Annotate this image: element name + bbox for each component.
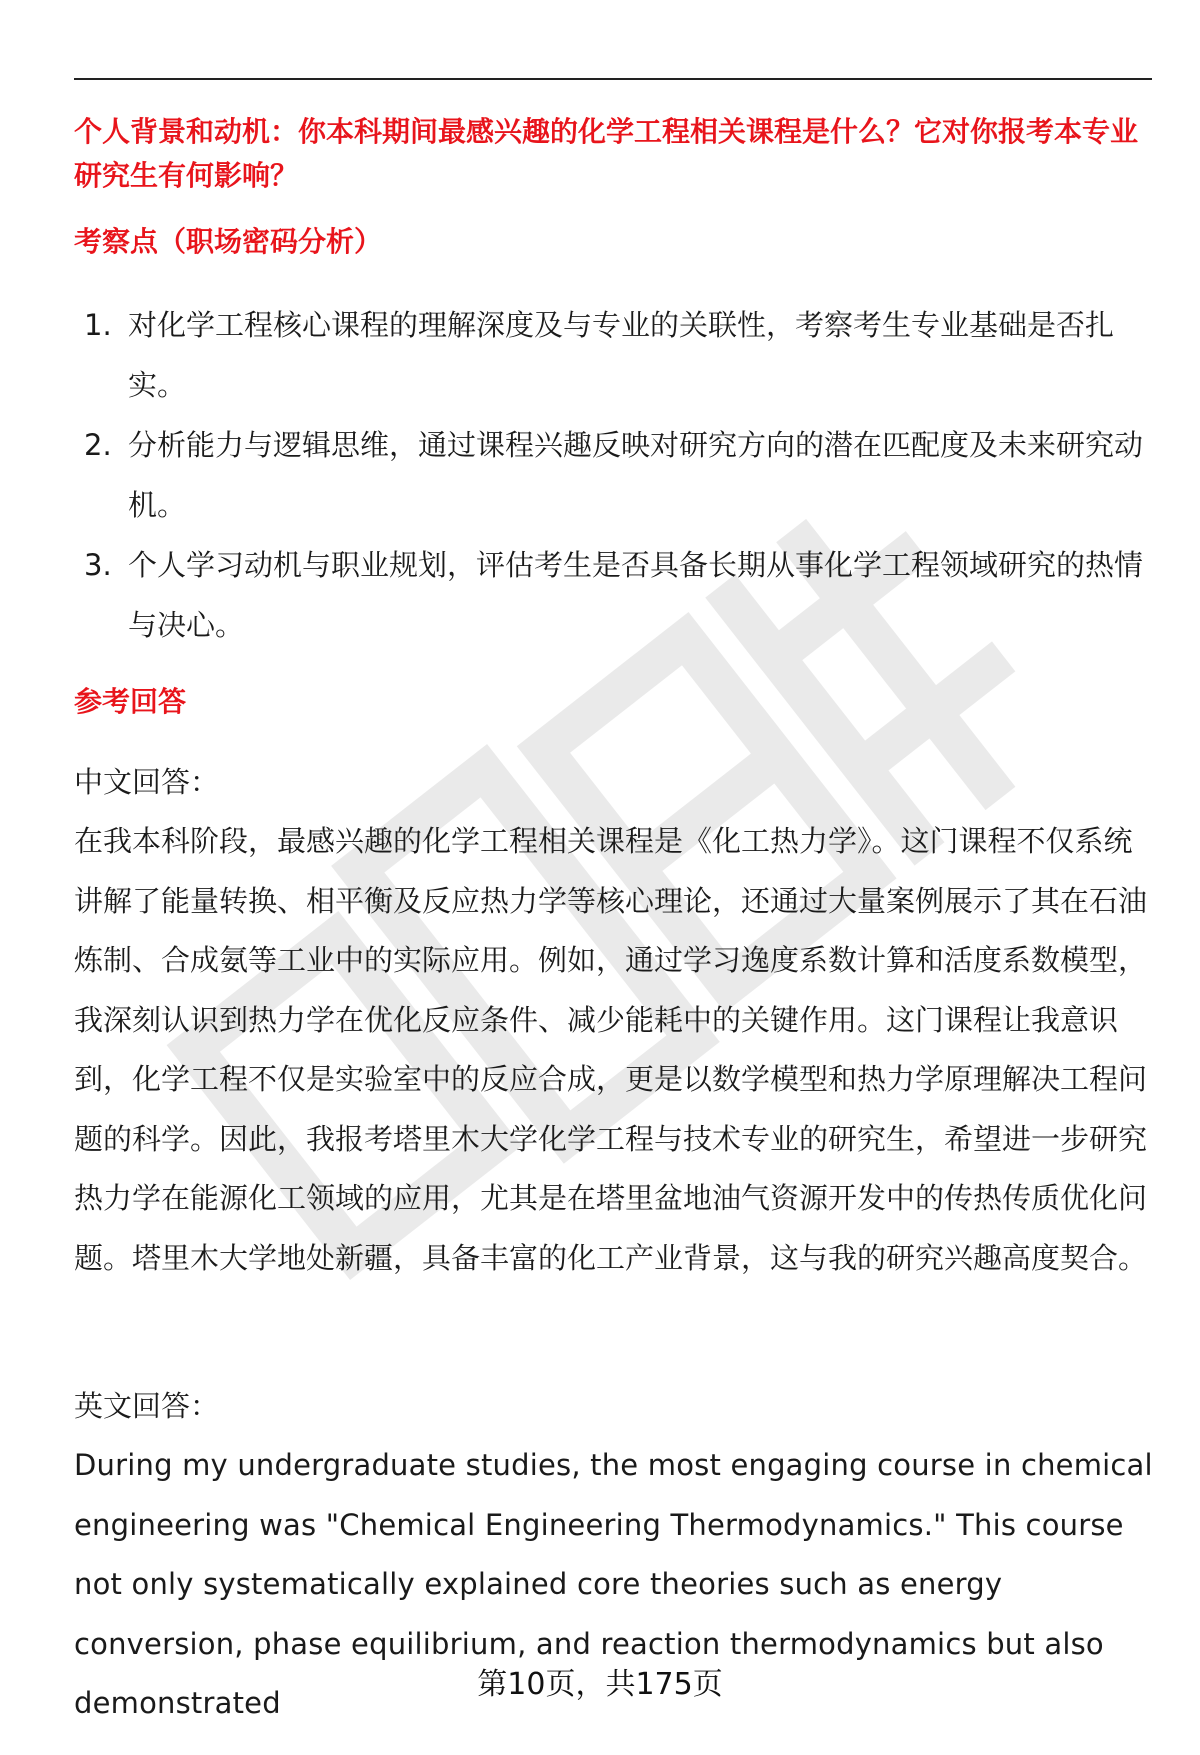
- list-item: [74, 415, 1154, 535]
- list-item-text: 分析能力与逻辑思维，通过课程兴趣反映对研究方向的潜在匹配度及未来研究动机。: [128, 428, 1144, 522]
- list-item-text: 个人学习动机与职业规划，评估考生是否具备长期从事化学工程领域研究的热情与决心。: [128, 548, 1144, 642]
- top-rule: [74, 78, 1152, 80]
- list-item-number: 1.: [84, 308, 112, 342]
- list-item-text: 对化学工程核心课程的理解深度及与专业的关联性，考察考生专业基础是否扎实。: [128, 308, 1115, 402]
- reference-answer-heading: 参考回答: [74, 685, 187, 718]
- list-item: [74, 535, 1154, 655]
- list-item-number: 2.: [84, 428, 112, 462]
- key-points-list: [74, 295, 1154, 655]
- list-item-number: 3.: [84, 548, 112, 582]
- chinese-answer-text: 在我本科阶段，最感兴趣的化学工程相关课程是《化工热力学》。这门课程不仅系统讲解了能量转换、相平衡及反应热力学等核心理论，还通过大量案例展示了其在石油炼制、合成氨等工业中的实际应用。例如，通过学习逸度系数计算和活度系数模型，我深刻认识到热力学在优化反应条件、减少能耗中的关键作用。这门课程让我意识到，化学工程不仅是实验室中的反应合成，更是以数学模型和热力学原理解决工程问题的科学。因此，我报考塔里木大学化学工程与技术专业的研究生，希望进一步研究热力学在能源化工领域的应用，尤其是在塔里盆地油气资源开发中的传热传质优化问题。塔里木大学地处新疆，具备丰富的化工产业背景，这与我的研究兴趣高度契合。: [74, 824, 1148, 1275]
- page-number-footer: 第10页，共175页: [477, 1667, 723, 1702]
- question-heading: 个人背景和动机：你本科期间最感兴趣的化学工程相关课程是什么？它对你报考本专业研究生有何影响？: [74, 115, 1139, 192]
- english-answer-text: During my undergraduate studies, the most engaging course in chemical engineering was "Chemical Engineering Thermodynamics." This course not only systematically explained core theories such as energy conversion, phase equilibrium, and reaction thermodynamics but also demonstrated: [74, 1448, 1153, 1720]
- list-item: [74, 295, 1154, 415]
- chinese-answer-label: 中文回答：: [74, 765, 220, 799]
- key-points-heading: 考察点（职场密码分析）: [74, 225, 383, 258]
- english-answer-label: 英文回答：: [74, 1389, 220, 1423]
